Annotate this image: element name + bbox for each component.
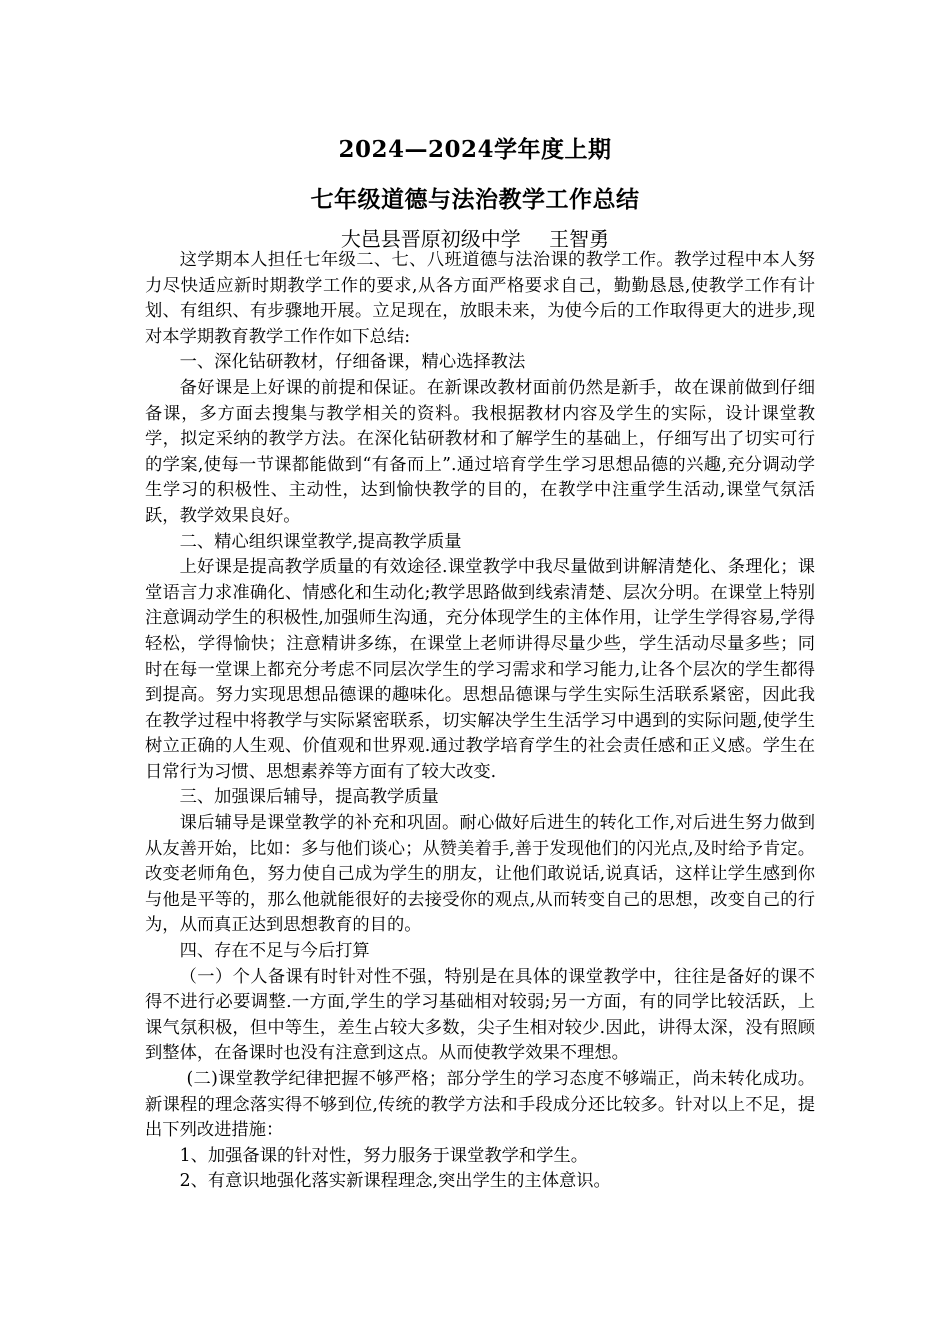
improvement-measure-1: 1、加强备课的针对性，努力服务于课堂教学和学生。 bbox=[179, 1145, 589, 1166]
intro-paragraph: 这学期本人担任七年级二、七、八班道德与法治课的教学工作。教学过程中本人努力尽快适应新时期教学工作的要求,从各方面严格要求自己，勤勤恳恳,使教学工作有计划、有组织、有步骤地开展。立足现在，放眼未来，为使今后的工作取得更大的进步,现对本学期教育教学工作作如下总结: bbox=[145, 250, 815, 347]
section3-heading: 三、加强课后辅导，提高教学质量 bbox=[179, 787, 439, 808]
author-school: 大邑县晋原初级中学 bbox=[340, 227, 521, 251]
improvement-measure-2: 2、有意识地强化落实新课程理念,突出学生的主体意识。 bbox=[179, 1171, 611, 1192]
section1-heading: 一、深化钻研教材，仔细备课，精心选择教法 bbox=[179, 352, 526, 373]
section2-paragraph: 上好课是提高教学质量的有效途径.课堂教学中我尽量做到讲解清楚化、条理化；课堂语言力求准确化、情感化和生动化;教学思路做到线索清楚、层次分明。在课堂上特别注意调动学生的积极性,加强师生沟通，充分体现学生的主体作用，让学生学得容易,学得轻松，学得愉快；注意精讲多练，在课堂上老师讲得尽量少些，学生活动尽量多些；同时在每一堂课上都充分考虑不同层次学生的学习需求和学习能力,让各个层次的学生都得到提高。努力实现思想品德课的趣味化。思想品德课与学生实际生活联系紧密，因此我在教学过程中将教学与实际紧密联系，切实解决学生生活学习中遇到的实际问题,使学生树立正确的人生观、价值观和世界观.通过教学培育学生的社会责任感和正义感。学生在日常行为习惯、思想素养等方面有了较大改变. bbox=[145, 557, 815, 782]
section2-heading: 二、精心组织课堂教学,提高教学质量 bbox=[179, 531, 462, 552]
document-title-year: 2024—2024学年度上期 bbox=[338, 136, 612, 163]
section1-paragraph: 备好课是上好课的前提和保证。在新课改教材面前仍然是新手，故在课前做到仔细备课，多方面去搜集与教学相关的资料。我根据教材内容及学生的实际，设计课堂教学，拟定采纳的教学方法。在深化钻研教材和了解学生的基础上，仔细写出了切实可行的学案,使每一节课都能做到“有备而上”.通过培育学生学习思想品德的兴趣,充分调动学生学习的积极性、主动性，达到愉快教学的目的，在教学中注重学生活动,课堂气氛活跃，教学效果良好。 bbox=[145, 377, 815, 526]
document-title-main: 七年级道德与法治教学工作总结 bbox=[310, 186, 640, 213]
section3-paragraph: 课后辅导是课堂教学的补充和巩固。耐心做好后进生的转化工作,对后进生努力做到从友善开始，比如：多与他们谈心；从赞美着手,善于发现他们的闪光点,及时给予肯定。改变老师角色，努力使自己成为学生的朋友，让他们敢说话,说真话，这样让学生感到你与他是平等的，那么他就能很好的去接受你的观点,从而转变自己的思想，改变自己的行为，从而真正达到思想教育的目的。 bbox=[145, 813, 815, 936]
document-body bbox=[145, 248, 815, 1195]
section4-paragraph-2: (二)课堂教学纪律把握不够严格；部分学生的学习态度不够端正，尚未转化成功。新课程的理念落实得不够到位,传统的教学方法和手段成分还比较多。针对以上不足，提出下列改进措施： bbox=[145, 1069, 815, 1141]
section4-paragraph-1: （一）个人备课有时针对性不强，特别是在具体的课堂教学中，往往是备好的课不得不进行必要调整.一方面,学生的学习基础相对较弱;另一方面，有的同学比较活跃，上课气氛积极，但中等生，差生占较大多数，尖子生相对较少.因此，讲得太深，没有照顾到整体，在备课时也没有注意到这点。从而使教学效果不理想。 bbox=[145, 966, 815, 1064]
author-name: 王智勇 bbox=[549, 227, 610, 251]
section4-heading: 四、存在不足与今后打算 bbox=[179, 941, 370, 962]
